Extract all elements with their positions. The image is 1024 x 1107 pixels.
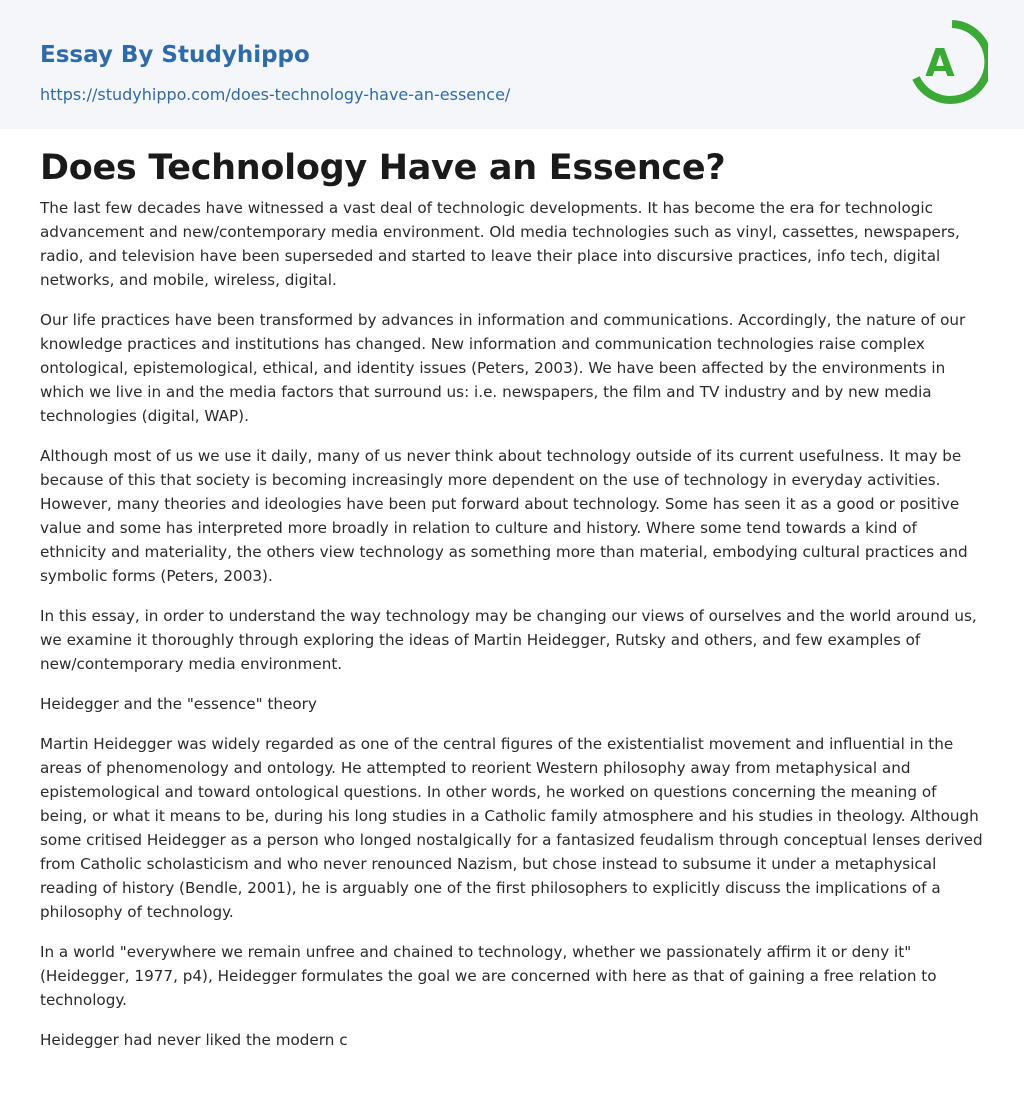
article-paragraph: In a world "everywhere we remain unfree and chained to technology, whether we passionately affirm it or deny it" (Heidegger, 1977, p4), Heidegger formulates the goal we are concerned with here as that of gaining a free relation to technology.	[40, 943, 937, 1009]
article	[40, 146, 984, 1068]
section-heading: Heidegger and the "essence" theory	[40, 695, 317, 713]
article-title: Does Technology Have an Essence?	[40, 148, 726, 188]
brand-title[interactable]: Essay By Studyhippo	[40, 42, 310, 68]
article-paragraph: Our life practices have been transformed by advances in information and communications. Accordingly, the nature of our knowledge practices and institutions has changed. New information and communication technologies raise complex ontological, epistemological, ethical, and identity issues (Peters, 2003). We have been affected by the environments in which we live in and the media factors that surround us: i.e. newspapers, the film and TV industry and by new media technologies (digital, WAP).	[40, 311, 966, 425]
article-paragraph: The last few decades have witnessed a vast deal of technologic developments. It has become the era for technologic advancement and new/contemporary media environment. Old media technologies such as vinyl, cassettes, newspapers, radio, and television have been superseded and started to leave their place into discursive practices, info tech, digital networks, and mobile, wireless, digital.	[40, 199, 960, 289]
svg-text:A: A	[925, 41, 955, 85]
article-paragraph: Although most of us we use it daily, many of us never think about technology outside of its current usefulness. It may be because of this that society is becoming increasingly more dependent on the use of technology in everyday activities. However, many theories and ideologies have been put forward about technology. Some has seen it as a good or positive value and some has interpreted more broadly in relation to culture and history. Where some tend towards a kind of ethnicity and materiality, the others view technology as something more than material, embodying cultural practices and symbolic forms (Peters, 2003).	[40, 447, 968, 585]
article-paragraph: In this essay, in order to understand the way technology may be changing our views of ourselves and the world around us, we examine it thoroughly through exploring the ideas of Martin Heidegger, Rutsky and others, and few examples of new/contemporary media environment.	[40, 607, 977, 673]
page-url-link[interactable]: https://studyhippo.com/does-technology-have-an-essence/	[40, 85, 511, 104]
article-paragraph: Martin Heidegger was widely regarded as one of the central figures of the existentialist movement and influential in the areas of phenomenology and ontology. He attempted to reorient Western philosophy away from metaphysical and epistemological and toward ontological questions. In other words, he worked on questions concerning the meaning of being, or what it means to be, during his long studies in a Catholic family atmosphere and his studies in theology. Although some critised Heidegger as a person who longed nostalgically for a fantasized feudalism through conceptual lenses derived from Catholic scholasticism and who never renounced Nazism, but chose instead to subsume it under a metaphysical reading of history (Bendle, 2001), he is arguably one of the first philosophers to explicitly discuss the implications of a philosophy of technology.	[40, 735, 983, 921]
studyhippo-logo-icon[interactable]	[910, 18, 988, 106]
site-header	[0, 0, 1024, 129]
article-paragraph: Heidegger had never liked the modern c	[40, 1031, 348, 1049]
